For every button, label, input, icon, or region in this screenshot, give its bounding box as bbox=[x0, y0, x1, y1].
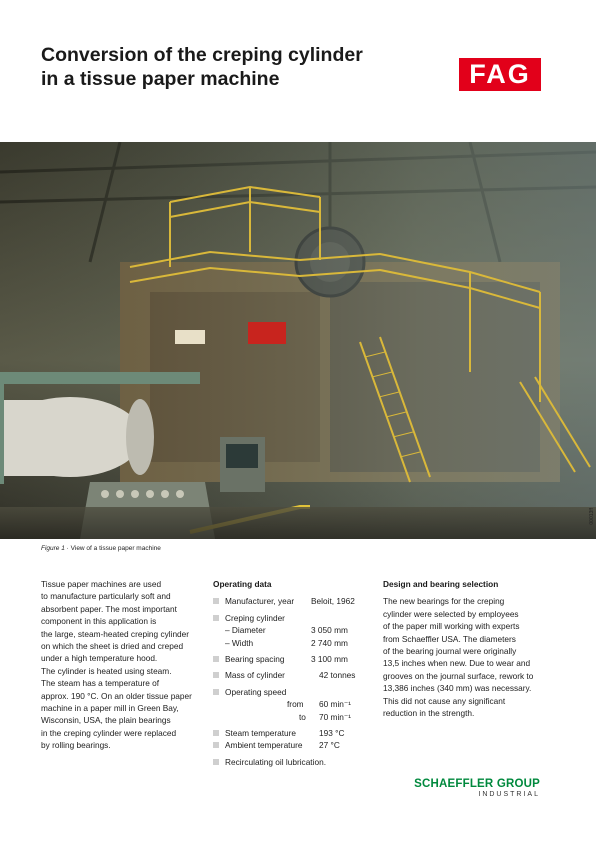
spec-value: 70 min⁻¹ bbox=[319, 711, 352, 722]
intro-line: Wisconsin, USA, the plain bearings bbox=[41, 715, 171, 726]
design-line: cylinder were selected by employees bbox=[383, 608, 519, 619]
spec-value: 3 050 mm bbox=[311, 625, 348, 636]
spec-label: – Width bbox=[225, 637, 254, 648]
bullet-icon bbox=[213, 672, 219, 678]
intro-line: component in this application is bbox=[41, 616, 157, 627]
title-line-1: Conversion of the creping cylinder bbox=[41, 44, 363, 66]
spec-value: 2 740 mm bbox=[311, 637, 348, 648]
fag-logo: FAG bbox=[459, 58, 541, 91]
intro-line: Tissue paper machines are used bbox=[41, 579, 162, 589]
spec-value: 193 °C bbox=[319, 727, 345, 738]
spec-label: Ambient temperature bbox=[225, 740, 303, 751]
bullet-icon bbox=[213, 656, 219, 662]
bullet-icon bbox=[213, 759, 219, 765]
intro-line: under a high temperature hood. bbox=[41, 653, 158, 664]
spec-label: – Diameter bbox=[225, 625, 266, 636]
page-title bbox=[41, 43, 421, 91]
spec-row-ambient bbox=[213, 739, 373, 751]
title-line-2: in a tissue paper machine bbox=[41, 68, 280, 90]
spec-row-lubrication bbox=[213, 756, 373, 768]
design-line: 13,5 inches when new. Due to wear and bbox=[383, 658, 531, 669]
design-heading: Design and bearing selection bbox=[383, 579, 499, 589]
spec-row-creping bbox=[213, 612, 373, 624]
operating-data bbox=[213, 578, 373, 768]
intro-line: absorbent paper. The most important bbox=[41, 603, 177, 614]
bullet-icon bbox=[213, 730, 219, 736]
design-line: 13,386 inches (340 mm) was necessary. bbox=[383, 683, 532, 694]
spec-label: Manufacturer, year bbox=[225, 596, 295, 607]
spec-label: Bearing spacing bbox=[225, 653, 285, 664]
intro-line: The steam has a temperature of bbox=[41, 678, 160, 689]
design-line: of the paper mill working with experts bbox=[383, 621, 520, 632]
design-line: reduction in the strength. bbox=[383, 708, 475, 719]
caption-label: Figure 1 bbox=[41, 545, 65, 552]
operating-data-heading: Operating data bbox=[213, 579, 272, 589]
bullet-icon bbox=[213, 598, 219, 604]
caption-text: View of a tissue paper machine bbox=[70, 545, 161, 552]
bullet-icon bbox=[213, 615, 219, 621]
spec-label: Operating speed bbox=[225, 686, 287, 697]
spec-value: 3 100 mm bbox=[311, 653, 348, 664]
paper-machine-illustration bbox=[0, 142, 596, 539]
spec-row-mass bbox=[213, 669, 373, 681]
design-section bbox=[383, 578, 548, 719]
design-line: of the bearing journal were originally bbox=[383, 646, 517, 657]
intro-line: by rolling bearings. bbox=[41, 740, 111, 751]
design-line: The new bearings for the creping bbox=[383, 596, 505, 607]
spec-row-steam bbox=[213, 727, 373, 739]
spec-label: Recirculating oil lubrication. bbox=[225, 756, 326, 767]
intro-text bbox=[41, 578, 206, 752]
brand-name: SCHAEFFLER GROUP bbox=[414, 778, 540, 790]
paper-machine-photo bbox=[0, 142, 596, 539]
bullet-icon bbox=[213, 689, 219, 695]
figure-caption bbox=[41, 545, 161, 552]
spec-label: Mass of cylinder bbox=[225, 670, 285, 681]
spec-value: Beloit, 1962 bbox=[311, 596, 355, 607]
spec-row-diameter bbox=[213, 624, 373, 636]
spec-value: 60 min⁻¹ bbox=[319, 699, 352, 710]
intro-line: in the creping cylinder were replaced bbox=[41, 727, 177, 738]
figure-id: 00013ff bbox=[589, 508, 595, 525]
spec-row-speed-to bbox=[213, 711, 373, 723]
spec-row-speed-from bbox=[213, 698, 373, 710]
intro-line: to manufacture particularly soft and bbox=[41, 591, 171, 602]
brand-division: INDUSTRIAL bbox=[478, 791, 540, 798]
spec-row-speed bbox=[213, 686, 373, 698]
intro-line: the large, steam-heated creping cylinder bbox=[41, 628, 190, 639]
spec-label: Steam temperature bbox=[225, 727, 297, 738]
design-line: This did not cause any significant bbox=[383, 695, 506, 706]
caption-separator: · bbox=[66, 545, 71, 552]
schaeffler-logo bbox=[409, 778, 540, 798]
spec-label: from bbox=[287, 699, 304, 710]
intro-line: machine in a paper mill in Green Bay, bbox=[41, 703, 179, 714]
spec-value: 27 °C bbox=[319, 740, 340, 751]
intro-line: approx. 190 °C. On an older tissue paper bbox=[41, 690, 192, 701]
design-line: from Schaeffler USA. The diameters bbox=[383, 633, 516, 644]
bullet-icon bbox=[213, 742, 219, 748]
intro-line: on which the sheet is dried and creped bbox=[41, 641, 184, 652]
spec-value: 42 tonnes bbox=[319, 670, 356, 681]
intro-line: The cylinder is heated using steam. bbox=[41, 665, 172, 676]
spec-label: Creping cylinder bbox=[225, 612, 285, 623]
spec-row-spacing bbox=[213, 653, 373, 665]
spec-row-width bbox=[213, 637, 373, 649]
design-line: grooves on the journal surface, rework to bbox=[383, 670, 534, 681]
spec-row-manufacturer bbox=[213, 595, 373, 607]
spec-label: to bbox=[299, 711, 306, 722]
